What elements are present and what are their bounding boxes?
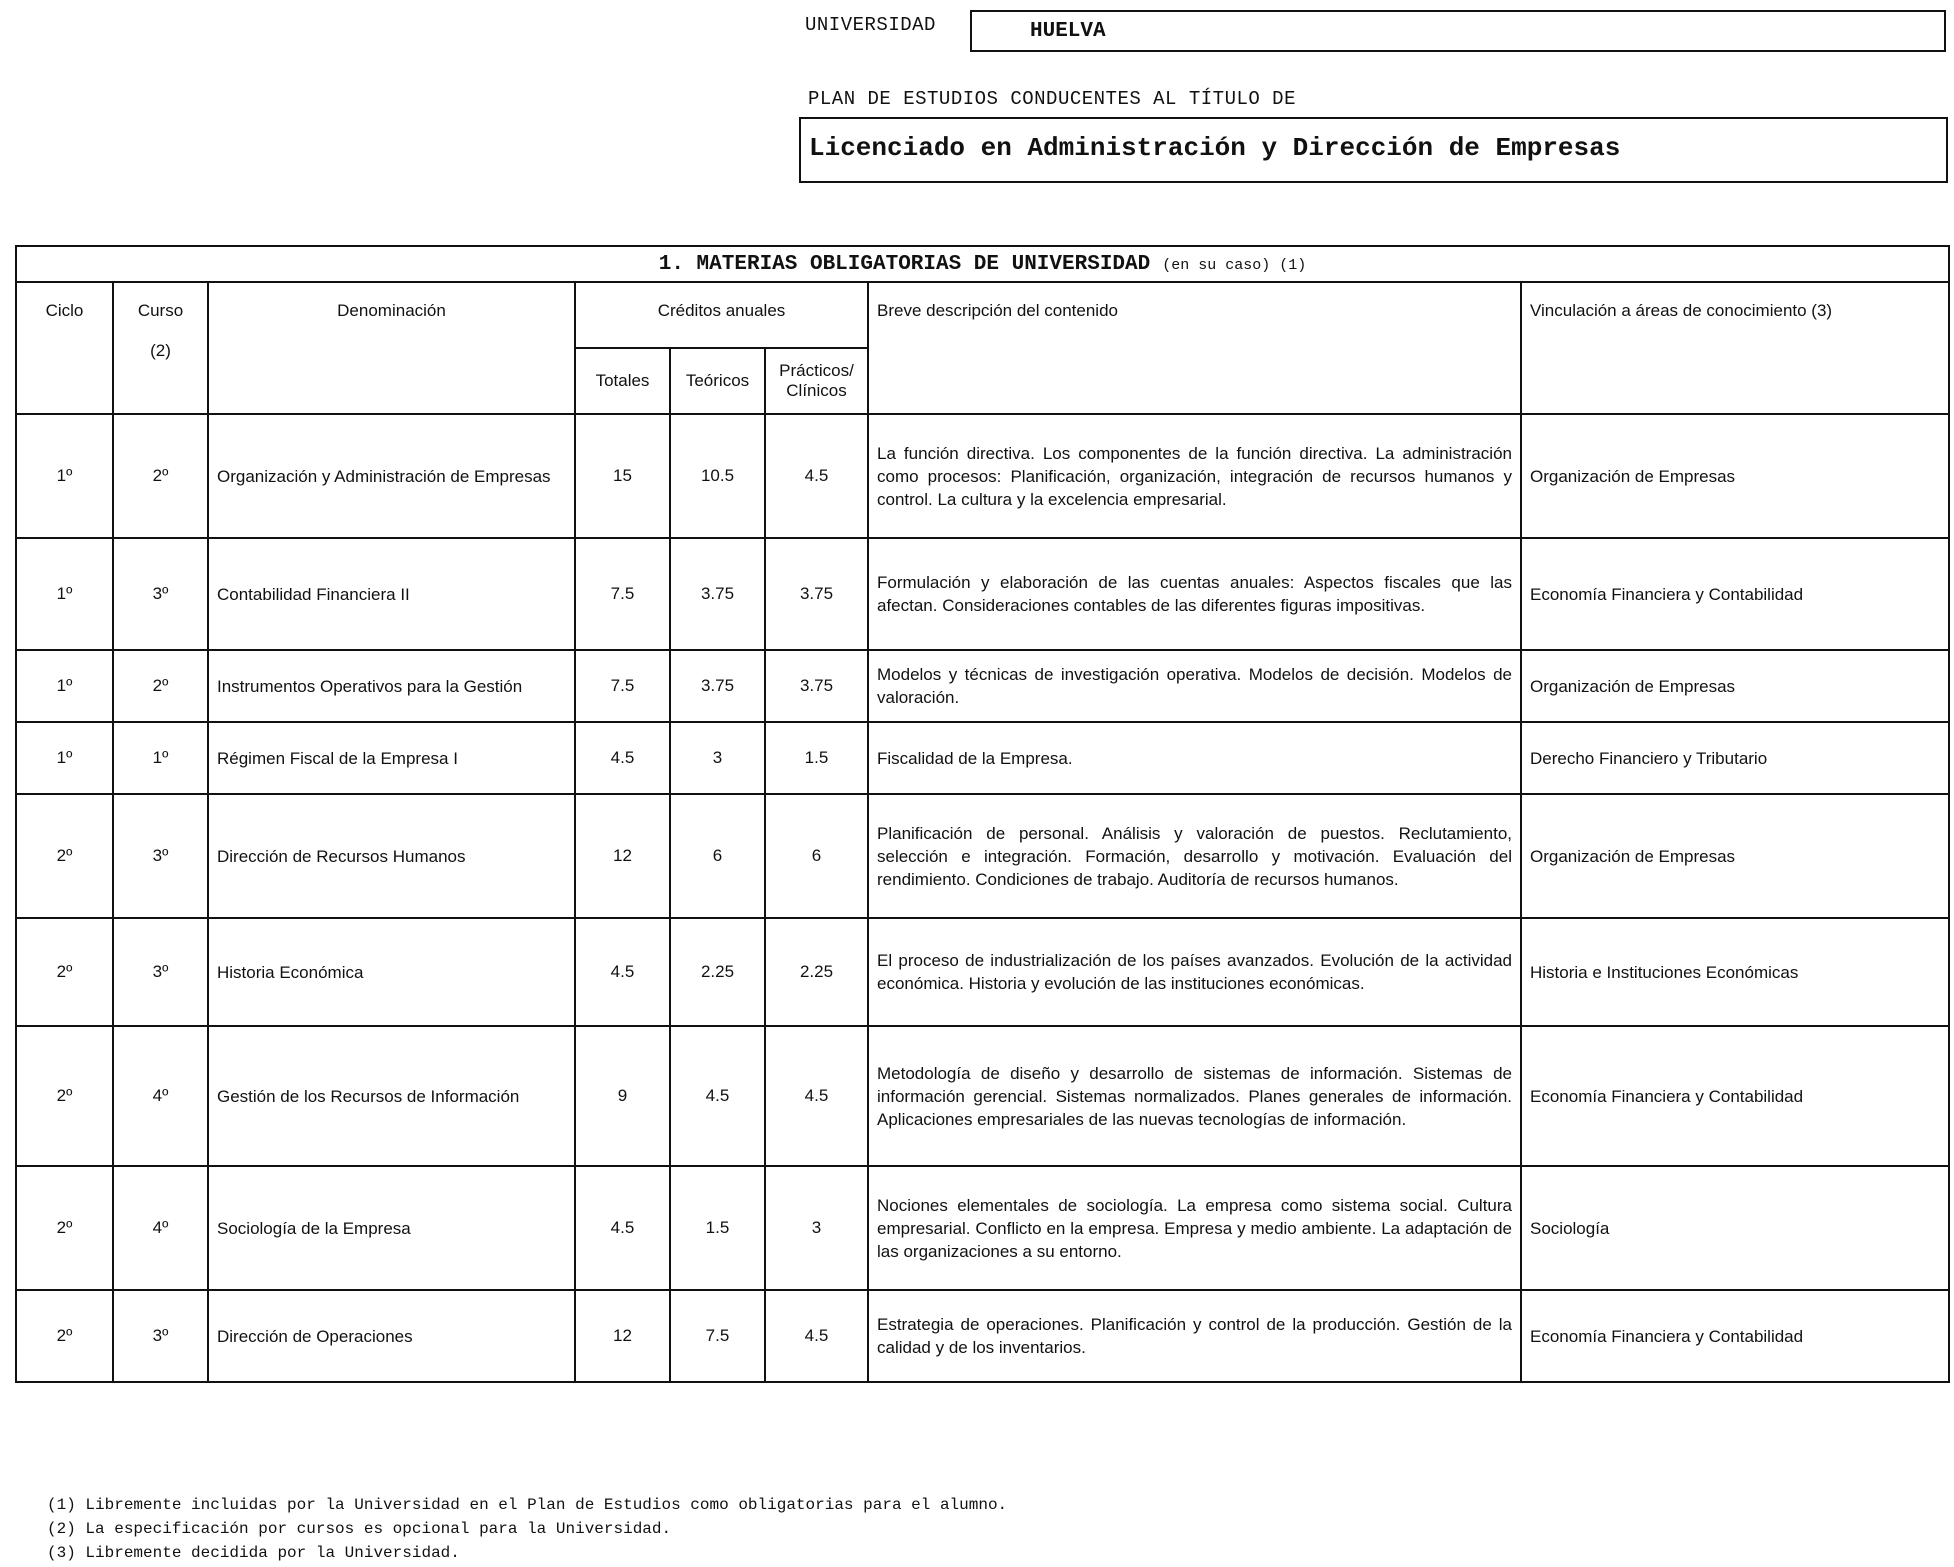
- cell-teoricos: 2.25: [670, 918, 765, 1026]
- section-title-suffix: (en su caso) (1): [1162, 256, 1307, 274]
- cell-teoricos: 6: [670, 794, 765, 918]
- cell-descripcion: Estrategia de operaciones. Planificación y control de la producción. Gestión de la calidad y de los inventarios.: [868, 1290, 1521, 1382]
- universidad-value: HUELVA: [1030, 20, 1106, 43]
- cell-ciclo: 1º: [16, 650, 113, 722]
- cell-denominacion: Régimen Fiscal de la Empresa I: [208, 722, 575, 794]
- cell-practicos: 6: [765, 794, 868, 918]
- cell-curso: 1º: [113, 722, 208, 794]
- cell-teoricos: 3.75: [670, 650, 765, 722]
- cell-practicos: 4.5: [765, 1290, 868, 1382]
- cell-totales: 9: [575, 1026, 670, 1166]
- cell-denominacion: Sociología de la Empresa: [208, 1166, 575, 1290]
- cell-descripcion: Formulación y elaboración de las cuentas anuales: Aspectos fiscales que las afectan. Consideraciones contables de las diferentes figuras impositivas.: [868, 538, 1521, 650]
- cell-denominacion: Gestión de los Recursos de Información: [208, 1026, 575, 1166]
- cell-descripcion: El proceso de industrialización de los países avanzados. Evolución de la actividad económica. Historia y evolución de las instituciones económicas.: [868, 918, 1521, 1026]
- cell-curso: 3º: [113, 1290, 208, 1382]
- cell-descripcion: Modelos y técnicas de investigación operativa. Modelos de decisión. Modelos de valoración.: [868, 650, 1521, 722]
- table-row: [16, 794, 1949, 918]
- materias-table: [15, 245, 1950, 1383]
- cell-practicos: 2.25: [765, 918, 868, 1026]
- cell-teoricos: 3: [670, 722, 765, 794]
- col-curso-note: (2): [150, 341, 171, 360]
- section-title-text: 1. MATERIAS OBLIGATORIAS DE UNIVERSIDAD: [658, 252, 1151, 276]
- cell-curso: 3º: [113, 538, 208, 650]
- cell-denominacion: Organización y Administración de Empresas: [208, 414, 575, 538]
- titulo-box: [799, 117, 1948, 183]
- cell-teoricos: 4.5: [670, 1026, 765, 1166]
- section-title: [16, 246, 1949, 282]
- cell-area: Economía Financiera y Contabilidad: [1521, 1026, 1949, 1166]
- cell-practicos: 1.5: [765, 722, 868, 794]
- plan-label: PLAN DE ESTUDIOS CONDUCENTES AL TÍTULO DE: [808, 88, 1296, 110]
- cell-totales: 7.5: [575, 538, 670, 650]
- cell-curso: 4º: [113, 1166, 208, 1290]
- cell-practicos: 3: [765, 1166, 868, 1290]
- col-practicos-header: Prácticos/ Clínicos: [765, 348, 868, 414]
- cell-denominacion: Instrumentos Operativos para la Gestión: [208, 650, 575, 722]
- cell-area: Historia e Instituciones Económicas: [1521, 918, 1949, 1026]
- table-row: [16, 414, 1949, 538]
- col-denominacion-header: Denominación: [208, 282, 575, 414]
- cell-descripcion: Metodología de diseño y desarrollo de sistemas de información. Sistemas de información gerencial. Sistemas normalizados. Planes generales de información. Aplicaciones empresariales de las nuevas tecnologías de información.: [868, 1026, 1521, 1166]
- cell-area: Organización de Empresas: [1521, 414, 1949, 538]
- cell-practicos: 3.75: [765, 538, 868, 650]
- cell-descripcion: Planificación de personal. Análisis y valoración de puestos. Reclutamiento, selección e integración. Formación, desarrollo y motivación. Evaluación del rendimiento. Condiciones de trabajo. Auditoría de recursos humanos.: [868, 794, 1521, 918]
- universidad-label: UNIVERSIDAD: [805, 14, 936, 36]
- cell-area: Economía Financiera y Contabilidad: [1521, 1290, 1949, 1382]
- cell-curso: 4º: [113, 1026, 208, 1166]
- table-row: [16, 650, 1949, 722]
- table-row: [16, 918, 1949, 1026]
- table-row: [16, 722, 1949, 794]
- cell-denominacion: Dirección de Recursos Humanos: [208, 794, 575, 918]
- cell-practicos: 4.5: [765, 1026, 868, 1166]
- col-curso-header: [113, 282, 208, 414]
- cell-totales: 12: [575, 794, 670, 918]
- cell-curso: 3º: [113, 794, 208, 918]
- table-row: [16, 1290, 1949, 1382]
- cell-totales: 4.5: [575, 722, 670, 794]
- cell-area: Organización de Empresas: [1521, 650, 1949, 722]
- cell-descripcion: La función directiva. Los componentes de la función directiva. La administración como procesos: Planificación, organización, integración de recursos humanos y control. La cultura y la excelencia empresarial.: [868, 414, 1521, 538]
- cell-curso: 2º: [113, 414, 208, 538]
- table-row: [16, 1026, 1949, 1166]
- col-descripcion-header: Breve descripción del contenido: [868, 282, 1521, 414]
- cell-ciclo: 2º: [16, 918, 113, 1026]
- titulo-value: Licenciado en Administración y Dirección de Empresas: [809, 133, 1621, 163]
- cell-ciclo: 1º: [16, 414, 113, 538]
- table-row: [16, 1166, 1949, 1290]
- footnote-2: (2) La especificación por cursos es opcional para la Universidad.: [47, 1520, 672, 1538]
- cell-totales: 4.5: [575, 918, 670, 1026]
- cell-area: Organización de Empresas: [1521, 794, 1949, 918]
- cell-ciclo: 2º: [16, 794, 113, 918]
- cell-totales: 7.5: [575, 650, 670, 722]
- materias-body: [16, 414, 1949, 1382]
- cell-teoricos: 10.5: [670, 414, 765, 538]
- col-totales-header: Totales: [575, 348, 670, 414]
- table-row: [16, 538, 1949, 650]
- cell-descripcion: Fiscalidad de la Empresa.: [868, 722, 1521, 794]
- cell-ciclo: 1º: [16, 722, 113, 794]
- footnote-3: (3) Libremente decidida por la Universidad.: [47, 1544, 460, 1562]
- cell-teoricos: 7.5: [670, 1290, 765, 1382]
- cell-ciclo: 1º: [16, 538, 113, 650]
- cell-area: Economía Financiera y Contabilidad: [1521, 538, 1949, 650]
- col-vinculacion-header: Vinculación a áreas de conocimiento (3): [1521, 282, 1949, 414]
- cell-practicos: 4.5: [765, 414, 868, 538]
- footnote-1: (1) Libremente incluidas por la Universidad en el Plan de Estudios como obligatorias para el alumno.: [47, 1496, 1008, 1514]
- col-creditos-header: Créditos anuales: [575, 282, 868, 348]
- cell-ciclo: 2º: [16, 1290, 113, 1382]
- col-ciclo-header: Ciclo: [16, 282, 113, 414]
- cell-area: Sociología: [1521, 1166, 1949, 1290]
- cell-totales: 15: [575, 414, 670, 538]
- cell-denominacion: Dirección de Operaciones: [208, 1290, 575, 1382]
- col-curso-label: Curso: [137, 301, 184, 320]
- cell-practicos: 3.75: [765, 650, 868, 722]
- cell-totales: 4.5: [575, 1166, 670, 1290]
- cell-denominacion: Contabilidad Financiera II: [208, 538, 575, 650]
- cell-curso: 2º: [113, 650, 208, 722]
- cell-area: Derecho Financiero y Tributario: [1521, 722, 1949, 794]
- col-teoricos-header: Teóricos: [670, 348, 765, 414]
- universidad-box: [970, 10, 1946, 52]
- cell-denominacion: Historia Económica: [208, 918, 575, 1026]
- cell-ciclo: 2º: [16, 1166, 113, 1290]
- footnotes: [47, 1493, 1007, 1565]
- cell-ciclo: 2º: [16, 1026, 113, 1166]
- cell-teoricos: 3.75: [670, 538, 765, 650]
- cell-curso: 3º: [113, 918, 208, 1026]
- cell-totales: 12: [575, 1290, 670, 1382]
- cell-descripcion: Nociones elementales de sociología. La empresa como sistema social. Cultura empresarial. Conflicto en la empresa. Empresa y medio ambiente. La adaptación de las organizaciones a su entorno.: [868, 1166, 1521, 1290]
- cell-teoricos: 1.5: [670, 1166, 765, 1290]
